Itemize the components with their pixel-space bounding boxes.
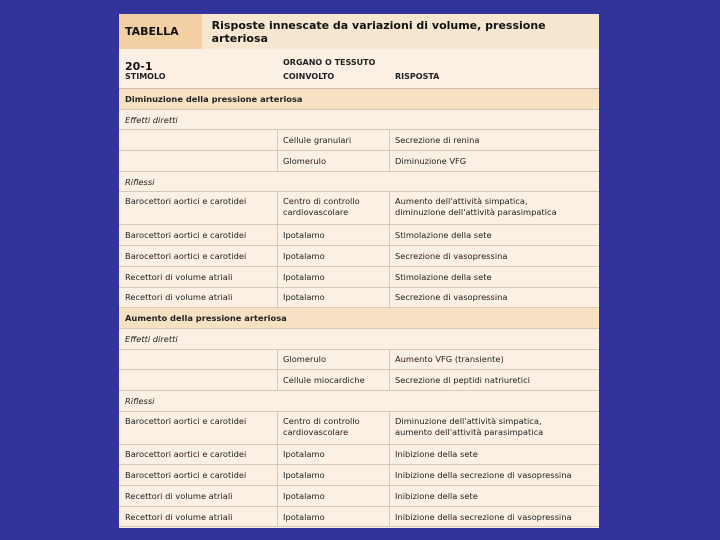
cell-stimolo: Barocettori aortici e carotidei <box>125 470 247 481</box>
table-row <box>119 267 599 288</box>
cell-risposta: Secrezione di renina <box>395 135 480 146</box>
col-organo-line1: ORGANO O TESSUTO <box>283 58 376 67</box>
group-label-text: Effetti diretti <box>125 114 178 125</box>
table-row <box>119 246 599 267</box>
table-row <box>119 465 599 486</box>
table-row <box>119 445 599 466</box>
cell-risposta-line1: Aumento dell'attività simpatica, <box>395 196 528 207</box>
cell-organo-line1: Centro di controllo <box>283 196 360 207</box>
table-row <box>119 507 599 528</box>
group-label <box>119 110 599 131</box>
group-label <box>119 391 599 412</box>
cell-risposta: Diminuzione VFG <box>395 155 467 166</box>
cell-risposta: Secrezione di vasopressina <box>395 250 508 261</box>
cell-stimolo: Recettori di volume atriali <box>125 511 233 522</box>
cell-stimolo: Barocettori aortici e carotidei <box>125 449 247 460</box>
table-row <box>119 130 599 151</box>
cell-organo: Ipotalamo <box>283 271 325 282</box>
table-code: TABELLA 20-1 <box>119 14 202 49</box>
cell-risposta: Inibizione della secrezione di vasopressina <box>395 470 572 481</box>
cell-organo: Ipotalamo <box>283 230 325 241</box>
cell-risposta <box>395 196 557 218</box>
group-label <box>119 329 599 350</box>
cell-organo: Ipotalamo <box>283 470 325 481</box>
table-title: Risposte innescate da variazioni di volume, pressione arteriosa <box>211 18 546 45</box>
group-label <box>119 172 599 193</box>
table-row <box>119 486 599 507</box>
table-row <box>119 151 599 172</box>
col-stimolo: STIMOLO <box>125 72 166 81</box>
cell-organo: Ipotalamo <box>283 511 325 522</box>
cell-risposta: Inibizione della secrezione di vasopressina <box>395 511 572 522</box>
cell-stimolo: Barocettori aortici e carotidei <box>125 415 247 426</box>
cell-organo-line1: Centro di controllo <box>283 415 360 426</box>
cell-stimolo: Recettori di volume atriali <box>125 271 233 282</box>
cell-stimolo: Barocettori aortici e carotidei <box>125 230 247 241</box>
table-row <box>119 192 599 225</box>
table-row <box>119 225 599 246</box>
cell-stimolo: Barocettori aortici e carotidei <box>125 196 247 207</box>
col-organo-line2: COINVOLTO <box>283 72 335 81</box>
cell-organo <box>283 416 360 438</box>
group-label-text: Riflessi <box>125 176 155 187</box>
cell-organo <box>283 196 360 218</box>
cell-organo: Glomerulo <box>283 354 327 365</box>
cell-risposta-line1: Diminuzione dell'attività simpatica, <box>395 415 542 426</box>
section-title-text: Diminuzione della pressione arteriosa <box>125 93 303 104</box>
section-title <box>119 308 599 329</box>
col-risposta: RISPOSTA <box>395 72 440 81</box>
group-label-text: Effetti diretti <box>125 333 178 344</box>
cell-organo: Ipotalamo <box>283 449 325 460</box>
cell-stimolo: Barocettori aortici e carotidei <box>125 250 247 261</box>
cell-risposta: Stimolazione della sete <box>395 230 492 241</box>
cell-stimolo: Recettori di volume atriali <box>125 292 233 303</box>
cell-organo: Ipotalamo <box>283 490 325 501</box>
cell-risposta: Secrezione di peptidi natriuretici <box>395 375 530 386</box>
cell-risposta: Secrezione di vasopressina <box>395 292 508 303</box>
cell-organo: Ipotalamo <box>283 250 325 261</box>
cell-risposta <box>395 416 543 438</box>
cell-risposta-line2: diminuzione dell'attività parasimpatica <box>395 207 557 218</box>
cell-risposta-line2: aumento dell'attività parasimpatica <box>395 426 544 437</box>
group-label-text: Riflessi <box>125 395 155 406</box>
table-row <box>119 288 599 309</box>
cell-organo: Glomerulo <box>283 155 327 166</box>
cell-organo: Cellule miocardiche <box>283 375 365 386</box>
section-title-text: Aumento della pressione arteriosa <box>125 313 287 324</box>
cell-risposta: Inibizione della sete <box>395 490 478 501</box>
cell-stimolo: Recettori di volume atriali <box>125 490 233 501</box>
column-headers <box>119 49 599 89</box>
table-row <box>119 350 599 371</box>
cell-risposta: Stimolazione della sete <box>395 271 492 282</box>
table-row <box>119 370 599 391</box>
section-title <box>119 89 599 110</box>
cell-organo-line2: cardiovascolare <box>283 426 349 437</box>
table-card <box>119 14 599 528</box>
cell-organo: Ipotalamo <box>283 292 325 303</box>
cell-risposta: Aumento VFG (transiente) <box>395 354 504 365</box>
cell-organo: Cellule granulari <box>283 135 352 146</box>
cell-risposta: Inibizione della sete <box>395 449 478 460</box>
table-row <box>119 412 599 445</box>
cell-organo-line2: cardiovascolare <box>283 207 349 218</box>
